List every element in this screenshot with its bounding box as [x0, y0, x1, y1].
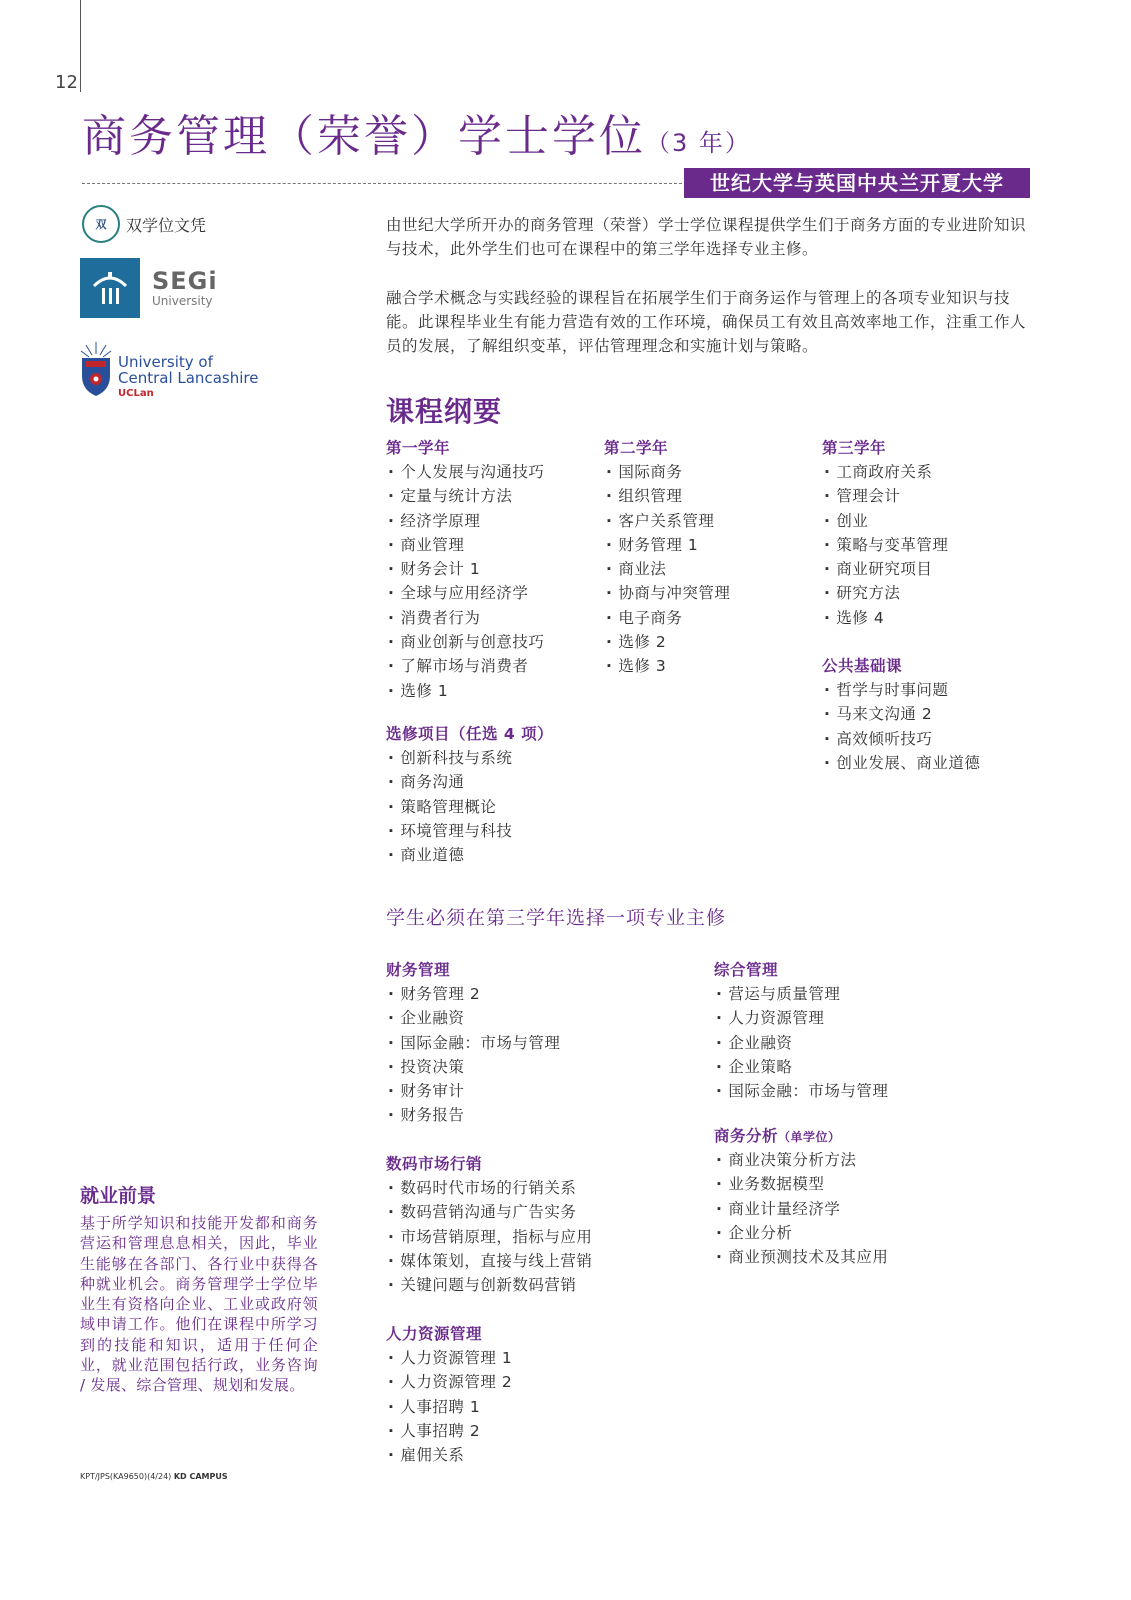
list-item: · 市场营销原理，指标与应用 — [386, 1225, 592, 1249]
list-item: · 财务管理 1 — [604, 533, 730, 557]
list-item: · 哲学与时事问题 — [822, 678, 980, 702]
digital-heading: 数码市场行销 — [386, 1155, 483, 1173]
list-item: · 人事招聘 1 — [386, 1395, 512, 1419]
general-heading: 综合管理 — [714, 961, 779, 979]
list-item: · 定量与统计方法 — [386, 484, 544, 508]
hr-heading: 人力资源管理 — [386, 1325, 483, 1343]
career-heading: 就业前景 — [80, 1185, 157, 1207]
dual-degree-label: 双学位文凭 — [126, 215, 207, 235]
uclan-line1: University of — [118, 353, 213, 371]
segi-name: SEGi — [152, 267, 218, 295]
segi-emblem-icon — [80, 258, 140, 318]
list-item: · 选修 2 — [604, 630, 730, 654]
analytics-section — [714, 1124, 888, 1269]
analytics-title: 商务分析 — [714, 1127, 779, 1145]
general-list — [714, 982, 888, 1103]
list-item: · 数码时代市场的行销关系 — [386, 1176, 592, 1200]
uclan-crest-icon — [80, 342, 112, 398]
footer-code: KPT/JPS(KA9650)(4/24) — [80, 1472, 172, 1481]
list-item: · 关键问题与创新数码营销 — [386, 1273, 592, 1297]
list-item: · 协商与冲突管理 — [604, 581, 730, 605]
list-item: · 业务数据模型 — [714, 1172, 888, 1196]
mpu-heading: 公共基础课 — [822, 657, 903, 675]
list-item: · 投资决策 — [386, 1055, 560, 1079]
list-item: · 管理会计 — [822, 484, 948, 508]
uclan-line2: Central Lancashire — [118, 369, 259, 387]
analytics-note: （单学位） — [778, 1130, 841, 1144]
list-item: · 选修 1 — [386, 679, 544, 703]
list-item: · 媒体策划，直接与线上营销 — [386, 1249, 592, 1273]
list-item: · 企业分析 — [714, 1221, 888, 1245]
majors-heading: 学生必须在第三学年选择一项专业主修 — [386, 907, 727, 929]
list-item: · 企业融资 — [714, 1031, 888, 1055]
segi-sub: University — [152, 294, 213, 308]
year3-section — [822, 436, 948, 630]
year3-heading: 第三学年 — [822, 439, 887, 457]
list-item: · 消费者行为 — [386, 606, 544, 630]
list-item: · 商业预测技术及其应用 — [714, 1245, 888, 1269]
list-item: · 选修 4 — [822, 606, 948, 630]
list-item: · 人力资源管理 — [714, 1006, 888, 1030]
list-item: · 商业研究项目 — [822, 557, 948, 581]
list-item: · 商务沟通 — [386, 770, 553, 794]
finance-heading: 财务管理 — [386, 961, 451, 979]
list-item: · 研究方法 — [822, 581, 948, 605]
list-item: · 国际金融：市场与管理 — [386, 1031, 560, 1055]
list-item: · 人力资源管理 2 — [386, 1370, 512, 1394]
year2-heading: 第二学年 — [604, 439, 669, 457]
list-item: · 商业管理 — [386, 533, 544, 557]
list-item: · 选修 3 — [604, 654, 730, 678]
general-section — [714, 958, 888, 1103]
finance-section — [386, 958, 560, 1128]
list-item: · 财务会计 1 — [386, 557, 544, 581]
list-item: · 人力资源管理 1 — [386, 1346, 512, 1370]
digital-section — [386, 1152, 592, 1297]
list-item: · 全球与应用经济学 — [386, 581, 544, 605]
list-item: · 国际金融：市场与管理 — [714, 1079, 888, 1103]
list-item: · 环境管理与科技 — [386, 819, 553, 843]
title-main: 商务管理（荣誉）学士学位 — [82, 111, 646, 162]
list-item: · 雇佣关系 — [386, 1443, 512, 1467]
list-item: · 财务管理 2 — [386, 982, 560, 1006]
list-item: · 商业道德 — [386, 843, 553, 867]
list-item: · 马来文沟通 2 — [822, 702, 980, 726]
list-item: · 策略管理概论 — [386, 795, 553, 819]
list-item: · 创业 — [822, 509, 948, 533]
list-item: · 人事招聘 2 — [386, 1419, 512, 1443]
intro-paragraph-1: 由世纪大学所开办的商务管理（荣誉）学士学位课程提供学生们于商务方面的专业进阶知识与技术，此外学生们也可在课程中的第三学年选择专业主修。 — [386, 216, 1027, 258]
list-item: · 客户关系管理 — [604, 509, 730, 533]
footer-brand: KD CAMPUS — [173, 1472, 228, 1481]
analytics-list — [714, 1148, 888, 1269]
hr-section — [386, 1322, 512, 1467]
finance-list — [386, 982, 560, 1128]
list-item: · 电子商务 — [604, 606, 730, 630]
analytics-heading — [714, 1124, 888, 1148]
uclan-logo — [80, 342, 258, 402]
list-item: · 营运与质量管理 — [714, 982, 888, 1006]
year1-list — [386, 460, 544, 703]
year2-section — [604, 436, 730, 679]
syllabus-heading: 课程纲要 — [386, 395, 503, 428]
list-item: · 商业决策分析方法 — [714, 1148, 888, 1172]
partner-banner: 世纪大学与英国中央兰开夏大学 — [684, 168, 1030, 198]
mpu-list — [822, 678, 980, 775]
dual-degree-icon: 双 — [82, 205, 120, 243]
list-item: · 财务报告 — [386, 1103, 560, 1127]
page-title — [82, 100, 751, 164]
segi-logo — [80, 258, 218, 318]
career-text: 基于所学知识和技能开发都和商务营运和管理息息相关，因此，毕业生能够在各部门、各行业中获得各种就业机会。商务管理学士学位毕业生有资格向企业、工业或政府领域申请工作。他们在课程中所学习到的技能和知识，适用于任何企业，就业范围包括行政，业务咨询 / 发展、综合管理、规划和发展。 — [80, 1214, 318, 1395]
list-item: · 经济学原理 — [386, 509, 544, 533]
year3-list — [822, 460, 948, 630]
electives-list — [386, 746, 553, 867]
list-item: · 财务审计 — [386, 1079, 560, 1103]
list-item: · 数码营销沟通与广告实务 — [386, 1200, 592, 1224]
divider-dashed — [82, 183, 682, 184]
digital-list — [386, 1176, 592, 1297]
list-item: · 创业发展、商业道德 — [822, 751, 980, 775]
year1-heading: 第一学年 — [386, 439, 451, 457]
dual-degree-badge — [82, 205, 206, 243]
list-item: · 商业法 — [604, 557, 730, 581]
hr-list — [386, 1346, 512, 1467]
top-rule — [80, 0, 81, 92]
list-item: · 组织管理 — [604, 484, 730, 508]
uclan-abbr: UCLan — [118, 388, 154, 399]
list-item: · 个人发展与沟通技巧 — [386, 460, 544, 484]
list-item: · 高效倾听技巧 — [822, 727, 980, 751]
list-item: · 策略与变革管理 — [822, 533, 948, 557]
title-duration: （3 年） — [646, 129, 751, 157]
footer — [80, 1472, 228, 1481]
list-item: · 国际商务 — [604, 460, 730, 484]
page-number: 12 — [55, 72, 78, 93]
intro-paragraph-2: 融合学术概念与实践经验的课程旨在拓展学生们于商务运作与管理上的各项专业知识与技能。此课程毕业生有能力营造有效的工作环境，确保员工有效且高效率地工作，注重工作人员的发展，了解组织变革，评估管理理念和实施计划与策略。 — [386, 289, 1027, 355]
mpu-section — [822, 654, 980, 775]
electives-heading: 选修项目（任选 4 项） — [386, 725, 554, 743]
list-item: · 创新科技与系统 — [386, 746, 553, 770]
list-item: · 企业策略 — [714, 1055, 888, 1079]
list-item: · 了解市场与消费者 — [386, 654, 544, 678]
year2-list — [604, 460, 730, 679]
list-item: · 商业创新与创意技巧 — [386, 630, 544, 654]
year1-section — [386, 436, 544, 703]
list-item: · 商业计量经济学 — [714, 1197, 888, 1221]
list-item: · 企业融资 — [386, 1006, 560, 1030]
list-item: · 工商政府关系 — [822, 460, 948, 484]
electives-section — [386, 722, 553, 867]
